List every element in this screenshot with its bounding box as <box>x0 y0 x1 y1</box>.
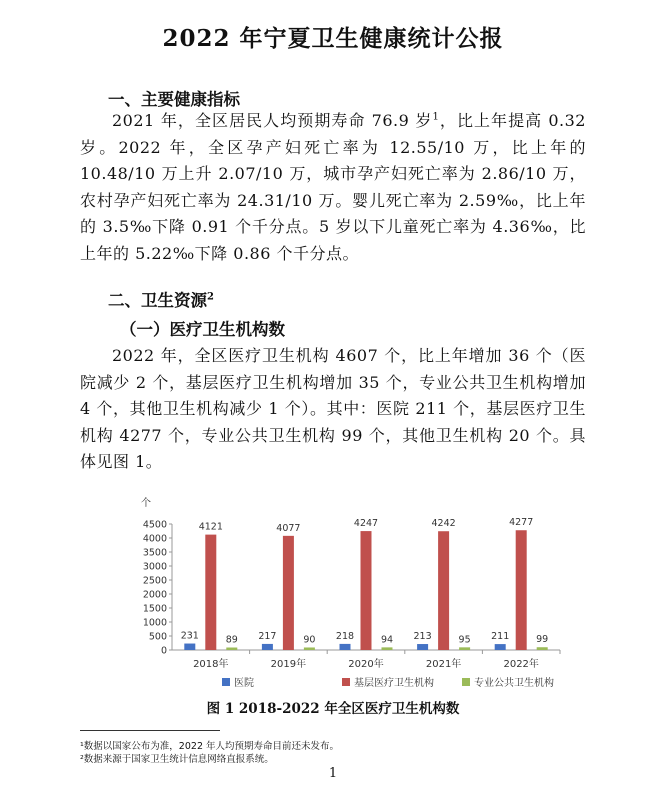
footnote-ref-2: 2 <box>207 291 214 303</box>
legend-swatch <box>222 678 230 686</box>
data-label: 89 <box>225 634 238 646</box>
data-label: 213 <box>413 631 432 643</box>
bar-1-2018年 <box>184 644 195 650</box>
data-label: 211 <box>491 631 510 643</box>
y-tick-label: 500 <box>148 631 167 643</box>
footnote-2: ²数据来源于国家卫生统计信息网络直报系统。 <box>80 754 274 765</box>
y-tick-label: 4500 <box>142 519 167 531</box>
legend-swatch <box>462 678 470 686</box>
data-label: 217 <box>258 630 277 642</box>
data-label: 4077 <box>276 522 301 534</box>
legend-label: 基层医疗卫生机构 <box>354 678 434 689</box>
data-label: 218 <box>335 630 355 642</box>
bar-2-2020年 <box>361 531 372 650</box>
institutions-paragraph: 2022 年，全区医疗卫生机构 4607 个，比上年增加 36 个（医院减少 2 个，基层医疗卫生机构增加 35 个，专业公共卫生机构增加 4 个，其他卫生机构减少 1 个）。其中：医院 211 个，基层医疗卫生机构 4277 个，专业公共卫生机构 99 个，其他卫生机构 20 个。具体见图 1。 <box>80 346 586 471</box>
y-tick-label: 4000 <box>142 533 167 545</box>
y-tick-label: 2000 <box>142 589 167 601</box>
bar-3-2018年 <box>226 648 237 650</box>
x-tick-label: 2021年 <box>425 659 462 670</box>
bar-3-2022年 <box>537 647 548 650</box>
bar-2-2021年 <box>438 531 449 650</box>
bar-1-2022年 <box>495 644 506 650</box>
data-label: 4121 <box>198 521 223 533</box>
footnote-divider <box>80 730 220 731</box>
y-tick-label: 3000 <box>142 561 167 573</box>
data-label: 231 <box>180 630 199 642</box>
bar-2-2019年 <box>283 536 294 650</box>
figure-caption: 图 1 2018-2022 年全区医疗卫生机构数 <box>206 701 460 717</box>
x-tick-label: 2020年 <box>348 659 384 670</box>
y-tick-label: 2500 <box>142 575 167 587</box>
x-tick-label: 2018年 <box>193 659 229 670</box>
bar-3-2021年 <box>459 647 470 650</box>
subsection-heading-institutions: （一）医疗卫生机构数 <box>120 320 285 339</box>
y-tick-label: 1000 <box>142 617 167 629</box>
data-label: 4277 <box>509 517 534 529</box>
y-axis-unit-label: 个 <box>141 498 151 509</box>
bar-2-2022年 <box>516 530 527 650</box>
data-label: 99 <box>536 634 549 646</box>
y-tick-label: 1500 <box>142 603 167 615</box>
health-indicators-paragraph <box>80 108 586 267</box>
data-label: 94 <box>380 634 394 646</box>
health-indicators-text-b: ，比上年提高 0.32 岁。2022 年，全区孕产妇死亡率为 12.55/10 万，比上年的 10.48/10 万上升 2.07/10 万，城市孕产妇死亡率为 2.86/10 万，农村孕产妇死亡率为 24.31/10 万。婴儿死亡率为 2.59‰，比上年的 3.5‰下降 0.91 个千分点。5 岁以下儿童死亡率为 4.36‰，比上年的 5.22‰下降 0.86 个千分点。 <box>80 111 586 263</box>
bar-3-2020年 <box>382 647 393 650</box>
data-label: 90 <box>303 634 316 646</box>
data-label: 95 <box>458 634 471 646</box>
y-tick-label: 3500 <box>142 547 167 559</box>
x-tick-label: 2022年 <box>503 659 539 670</box>
institutions-bar-chart <box>120 490 570 690</box>
bar-1-2019年 <box>262 644 273 650</box>
bar-3-2019年 <box>304 647 315 650</box>
section-heading-health-indicators: 一、主要健康指标 <box>108 90 240 109</box>
data-label: 4242 <box>431 518 456 530</box>
bar-1-2021年 <box>417 644 428 650</box>
legend-label: 医院 <box>234 678 254 689</box>
legend-swatch <box>342 678 350 686</box>
document-title: 2022 年宁夏卫生健康统计公报 <box>162 25 504 52</box>
bar-1-2020年 <box>340 644 351 650</box>
chart-svg <box>120 490 570 690</box>
data-label: 4247 <box>353 518 379 530</box>
x-tick-label: 2019年 <box>270 659 307 670</box>
y-tick-label: 0 <box>160 645 167 657</box>
section-heading-health-resources <box>108 287 214 311</box>
footnote-1: ¹数据以国家公布为准，2022 年人均预期寿命目前还未发布。 <box>80 741 340 752</box>
health-indicators-text-a: 2021 年，全区居民人均预期寿命 76.9 岁 <box>112 111 433 130</box>
health-resources-heading-text: 二、卫生资源 <box>108 291 207 310</box>
legend-label: 专业公共卫生机构 <box>474 678 554 689</box>
footnote-ref-1: 1 <box>432 111 440 123</box>
bar-2-2018年 <box>205 535 216 650</box>
page-number: 1 <box>328 766 338 781</box>
